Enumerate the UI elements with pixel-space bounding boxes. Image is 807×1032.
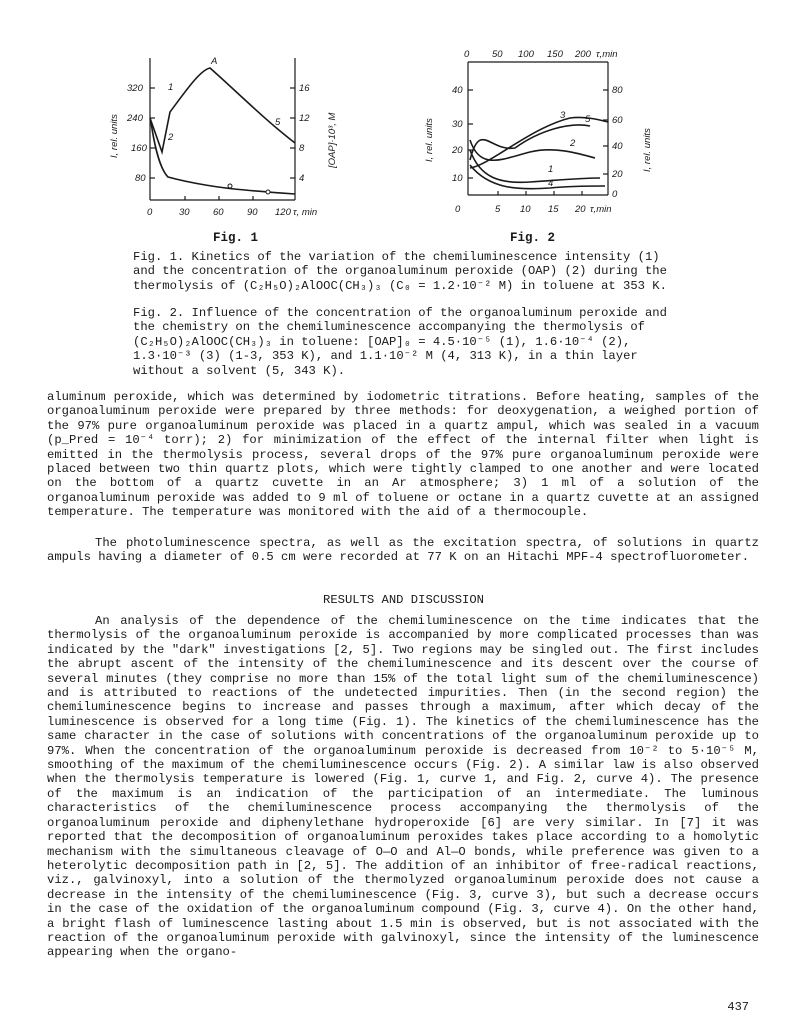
fig1-point <box>228 184 232 188</box>
svg-text:0: 0 <box>464 49 470 60</box>
fig1-curve-label: A <box>211 56 218 67</box>
figure-1-plot <box>105 40 345 230</box>
figure-1 <box>105 40 345 230</box>
fig1-rtick: 16 <box>299 83 310 94</box>
svg-text:150: 150 <box>547 49 563 60</box>
page-number: 437 <box>727 1000 749 1014</box>
svg-text:20: 20 <box>575 204 586 215</box>
svg-text:15: 15 <box>548 204 559 215</box>
fig1-point <box>266 190 270 194</box>
fig1-yleft-label: I, rel. units <box>109 114 120 158</box>
svg-text:20: 20 <box>612 169 623 180</box>
svg-text:5: 5 <box>495 204 501 215</box>
fig1-ytick: 240 <box>127 113 143 124</box>
fig2-yright-label: I, rel. units <box>642 128 653 172</box>
svg-text:30: 30 <box>452 119 463 130</box>
fig2-curve-label: 3 <box>560 110 566 121</box>
fig1-right-ticks <box>290 83 310 184</box>
section-heading: RESULTS AND DISCUSSION <box>323 593 484 607</box>
fig1-rtick: 4 <box>299 173 305 184</box>
fig2-left-ticks <box>451 85 473 184</box>
svg-text:0: 0 <box>455 204 461 215</box>
svg-text:50: 50 <box>492 49 503 60</box>
paragraph-methods: aluminum peroxide, which was determined by iodometric titrations. Before heating, samples of the organoaluminum peroxide were prepared by three methods: for deoxygenation, a weighed portion of the 97% pure organoaluminum peroxide was placed in a quartz ampul, which was sealed in a vacuum (p_Pred = 10⁻⁴ torr); 2) for minimization of the effect of the internal filter when light is emitted in the thermolysis process, several drops of the 97% pure organoaluminum peroxide were placed between two thin quartz plots, which were tightly clamped to one another and were located on the bottom of a quartz cuvette in an Ar atmosphere; 3) 1 ml of a solution of the organoaluminum peroxide was added to 9 ml of toluene or octane in a quartz cuvette at an assigned temperature. The temperature was monitored with the aid of a thermocouple. <box>47 390 759 520</box>
svg-text:10: 10 <box>452 173 463 184</box>
svg-text:60: 60 <box>612 115 623 126</box>
fig1-rtick: 8 <box>299 143 305 154</box>
fig2-curve-label: 5 <box>585 114 591 125</box>
fig1-curve-label: 1 <box>168 82 174 93</box>
fig1-label: Fig. 1 <box>213 231 259 245</box>
caption-fig1: Fig. 1. Kinetics of the variation of the chemiluminescence intensity (1) and the concentration of the organoaluminum peroxide (OAP) (2) during the thermolysis of (C₂H₅O)₂AlOOC(CH₃)₃ (C₀ = 1.2·10⁻² M) in toluene at 353 K. <box>133 250 667 293</box>
fig2-curve-label: 1 <box>548 164 554 175</box>
fig2-label: Fig. 2 <box>510 231 556 245</box>
paragraph-results: An analysis of the dependence of the chemiluminescence on the time indicates that the thermolysis of the organoaluminum peroxide is accompanied by more complicated processes than was indicated by the "dark" investigations [2, 5]. Two regions may be singled out. The first includes the abrupt ascent of the intensity of the chemiluminescence and its descent over the course of several minutes (they comprise no more than 15% of the total light sum of the chemiluminescence) and is attributed to reactions of the undetected impurities. Then (in the second region) the chemiluminescence begins to increase and passes through a maximum, after which decay of the luminescence is observed for a long time (Fig. 1). The kinetics of the chemiluminescence has the same character in the case of solutions with concentrations of the organoaluminum peroxide up to 97%. When the concentration of the organoaluminum peroxide is decreased from 10⁻² to 5·10⁻⁵ M, smoothing of the maximum of the chemiluminescence occurs (Fig. 2). A similar law is also observed when the thermolysis temperature is lowered (Fig. 1, curve 1, and Fig. 2, curve 4). The presence of the maximum is an indication of the participation of an intermediate. The luminous characteristics of the chemiluminescence process accompanying the thermolysis of the organoaluminum peroxide and diphenylethane hydroperoxide [6] are very similar. In [7] it was reported that the decomposition of organoaluminum peroxides takes place according to a homolytic mechanism with the simultaneous cleavage of O—O and Al—O bonds, while preference was given to a heterolytic decomposition path in [2, 5]. The addition of an inhibitor of free-radical reactions, viz., galvinoxyl, into a solution of the thermolyzed organoaluminum peroxide does not cause a decrease in the intensity of the chemiluminescence (Fig. 3, curve 3), but such a decrease occurs in the case of the oxidation of the organoaluminum compound (Fig. 3, curve 4). On the other hand, a bright flash of luminescence lasting about 1.5 min is observed, but is not associated with the reaction of the organoaluminum peroxide with galvinoxyl, since the intensity of the luminescence appearing when the organo- <box>47 614 759 960</box>
fig1-xtick: 0 <box>147 207 153 218</box>
fig2-curve-label: 4 <box>548 178 554 189</box>
fig2-yleft-label: I, rel. units <box>424 118 435 162</box>
fig1-bottom-ticks <box>147 196 317 218</box>
fig1-yright-label: [OAP]·10³, M <box>327 112 338 168</box>
svg-text:τ,min: τ,min <box>590 204 612 215</box>
fig1-ytick: 160 <box>131 143 147 154</box>
fig1-rtick: 12 <box>299 113 310 124</box>
fig1-xtick: 120 <box>275 207 291 218</box>
fig2-curve-2 <box>470 140 595 160</box>
fig1-ytick: 320 <box>127 83 143 94</box>
fig1-xtick: 30 <box>179 207 190 218</box>
svg-text:0: 0 <box>612 189 618 200</box>
svg-text:40: 40 <box>612 141 623 152</box>
fig1-xtick: 60 <box>213 207 224 218</box>
fig1-curve-label: 2 <box>168 132 174 143</box>
figure-2-plot <box>420 40 660 230</box>
fig1-ytick: 80 <box>135 173 146 184</box>
fig1-xtick: 90 <box>247 207 258 218</box>
svg-text:10: 10 <box>520 204 531 215</box>
svg-text:200: 200 <box>575 49 591 60</box>
paragraph-spectra: The photoluminescence spectra, as well as the excitation spectra, of solutions in quartz ampuls having a diameter of 0.5 cm were recorded at 77 K on an Hitachi MPF-4 spectrofluorometer. <box>47 536 759 565</box>
svg-text:80: 80 <box>612 85 623 96</box>
fig2-curve-label: 2 <box>570 138 576 149</box>
fig2-right-ticks <box>603 85 623 200</box>
svg-text:20: 20 <box>452 145 463 156</box>
svg-text:τ,min: τ,min <box>596 49 618 60</box>
caption-fig2: Fig. 2. Influence of the concentration of the organoaluminum peroxide and the chemistry on the chemiluminescence accompanying the thermolysis of (C₂H₅O)₂AlOOC(CH₃)₃ in toluene: [OAP]₀ = 4.5·10⁻⁵ (1), 1.6·10⁻⁴ (2), 1.3·10⁻³ (3) (1-3, 353 K), and 1.1·10⁻² M (4, 313 K), in a thin layer without a solvent (5, 343 K). <box>133 306 667 378</box>
svg-text:100: 100 <box>518 49 534 60</box>
svg-text:40: 40 <box>452 85 463 96</box>
fig1-xunit: τ, min <box>293 207 318 218</box>
fig1-left-ticks <box>126 83 155 184</box>
fig2-top-ticks <box>464 49 618 60</box>
figure-2 <box>420 40 660 230</box>
fig1-curve-label: 5 <box>275 117 281 128</box>
